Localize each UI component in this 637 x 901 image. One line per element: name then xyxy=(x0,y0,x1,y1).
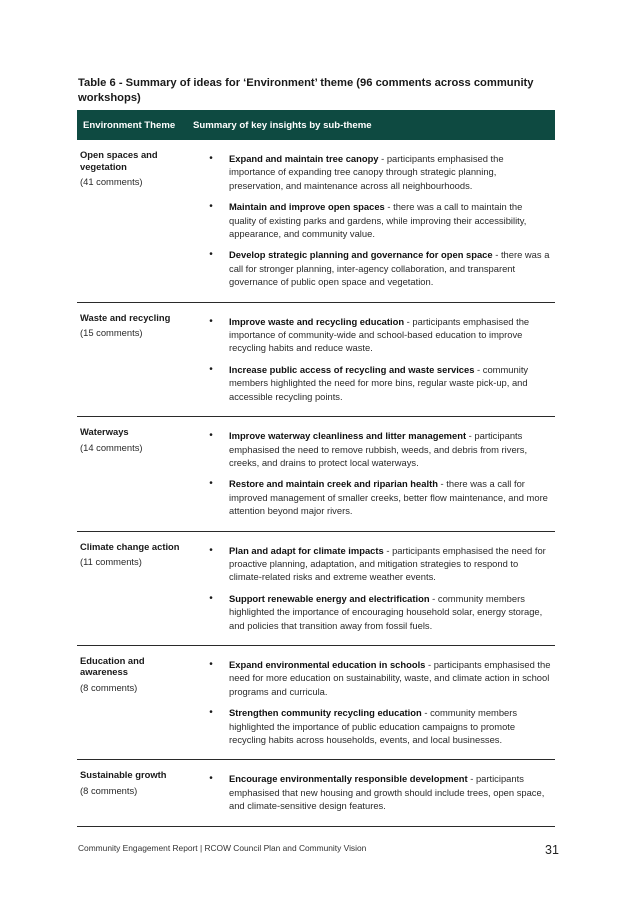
theme-name: Education and awareness xyxy=(80,654,145,678)
insight-item xyxy=(190,429,551,469)
insight-title: Restore and maintain creek and riparian health xyxy=(229,478,438,490)
bullet-icon: • xyxy=(209,201,213,213)
insight-title: Increase public access of recycling and waste services xyxy=(229,363,475,375)
insight-text xyxy=(228,363,551,403)
insight-item xyxy=(190,363,551,403)
table-row xyxy=(77,303,555,417)
bullet-icon: • xyxy=(209,544,213,556)
insight-text xyxy=(228,706,551,746)
bullet-icon: • xyxy=(209,592,213,604)
bullet-icon: • xyxy=(209,153,213,164)
theme-comment-count: (15 comments) xyxy=(80,327,143,339)
theme-comment-count: (14 comments) xyxy=(80,441,143,453)
insight-title: Develop strategic planning and governance for open space xyxy=(229,249,493,261)
insight-item xyxy=(190,477,551,517)
insights-cell xyxy=(190,760,555,825)
bullet-icon: • xyxy=(209,478,213,490)
insights-cell xyxy=(190,140,555,302)
insight-text xyxy=(228,152,551,192)
header-summary: Summary of key insights by sub-theme xyxy=(193,119,372,131)
insight-description: - participants emphasised the need to remove rubbish, weeds, and debris from rivers, creeks, and drains to protect local waterways. xyxy=(229,430,528,468)
insights-cell xyxy=(190,303,555,416)
theme-name: Waste and recycling xyxy=(80,311,171,323)
table-caption: Table 6 - Summary of ideas for ‘Environment’ theme (96 comments across community workshops) xyxy=(78,77,534,104)
bullet-icon: • xyxy=(209,773,213,785)
insight-description: - there was a call to maintain the quality of existing parks and gardens, while improving their accessibility, appearance, and community value. xyxy=(229,201,527,240)
insights-cell xyxy=(190,417,555,530)
insight-item xyxy=(190,200,551,240)
insight-item xyxy=(190,706,551,746)
table-row xyxy=(77,760,555,826)
theme-name: Waterways xyxy=(80,426,129,438)
insight-text xyxy=(228,544,551,584)
insight-description: - participants emphasised the importance of community-wide and school-based education to improve recycling habits and reduce waste. xyxy=(229,315,530,354)
header-environment-theme: Environment Theme xyxy=(83,119,176,131)
insight-item xyxy=(190,658,551,698)
theme-cell xyxy=(77,532,190,645)
insight-title: Strengthen community recycling education xyxy=(229,707,422,719)
table-row xyxy=(77,140,555,303)
theme-name: Open spaces and vegetation xyxy=(80,149,158,172)
bullet-icon: • xyxy=(209,658,213,670)
insight-text xyxy=(228,772,551,812)
table-row xyxy=(77,646,555,760)
table-row xyxy=(77,417,555,531)
theme-comment-count: (11 comments) xyxy=(80,556,142,568)
insight-title: Plan and adapt for climate impacts xyxy=(229,544,384,556)
theme-cell xyxy=(77,140,190,302)
theme-comment-count: (41 comments) xyxy=(80,176,143,187)
table-header-row xyxy=(77,110,555,140)
insight-item xyxy=(190,248,551,288)
insight-item xyxy=(190,592,551,632)
insight-text xyxy=(228,658,551,698)
insight-text xyxy=(228,592,551,632)
table-row xyxy=(77,532,555,646)
insight-description: - community members highlighted the importance of public education campaigns to promote recycling habits across households, events, and local businesses. xyxy=(229,707,518,745)
insight-text xyxy=(228,200,551,240)
insight-title: Expand environmental education in schools xyxy=(229,658,426,670)
theme-comment-count: (8 comments) xyxy=(80,681,138,693)
environment-table xyxy=(77,110,555,827)
insight-text xyxy=(228,248,551,288)
insights-cell xyxy=(190,532,555,645)
theme-cell xyxy=(77,646,190,759)
insight-text xyxy=(228,429,551,469)
insight-description: - participants emphasised the need for more education on sustainability, waste, and climate action in school programs and curricula. xyxy=(229,658,551,697)
theme-cell xyxy=(77,760,190,825)
insight-item xyxy=(190,315,551,355)
theme-name: Sustainable growth xyxy=(80,769,167,781)
insight-text xyxy=(228,477,551,517)
insight-title: Expand and maintain tree canopy xyxy=(229,153,379,164)
insight-title: Maintain and improve open spaces xyxy=(229,201,385,213)
insight-item xyxy=(190,544,551,584)
bullet-icon: • xyxy=(209,315,213,327)
insight-title: Improve waste and recycling education xyxy=(229,315,405,327)
page-number: 31 xyxy=(545,843,559,857)
insight-description: - there was a call for improved management of smaller creeks, better flow maintenance, and more attention beyond major rivers. xyxy=(229,478,548,517)
insight-item xyxy=(190,152,551,192)
insight-description: - there was a call for stronger planning, inter-agency collaboration, and transparent governance of public open space and vegetation. xyxy=(229,249,550,288)
insight-item xyxy=(190,772,551,812)
insight-description: - community members highlighted the importance of encouraging household solar, energy storage, and policies that transition away from fossil fuels. xyxy=(229,592,543,631)
insight-title: Support renewable energy and electrification xyxy=(229,592,430,604)
insight-description: - community members highlighted the need for more bins, regular waste pick-up, and accessible recycling points. xyxy=(229,363,529,402)
theme-cell xyxy=(77,417,190,530)
theme-cell xyxy=(77,303,190,416)
insight-description: - participants emphasised the need for proactive planning, adaptation, and mitigation strategies to respond to climate-related risks and extreme weather events. xyxy=(229,544,546,583)
insight-description: - participants emphasised the importance of expanding tree canopy through strategic planning, preservation, and maintenance across all neighbourhoods. xyxy=(229,153,504,191)
footer-text: Community Engagement Report | RCOW Council Plan and Community Vision xyxy=(78,843,367,853)
bullet-icon: • xyxy=(209,249,213,261)
bullet-icon: • xyxy=(209,707,213,719)
insight-title: Encourage environmentally responsible development xyxy=(229,773,468,785)
insight-text xyxy=(228,315,551,355)
bullet-icon: • xyxy=(209,430,213,442)
insights-cell xyxy=(190,646,555,759)
insight-description: - participants emphasised that new housing and growth should include trees, open space, and climate-sensitive design features. xyxy=(229,773,545,812)
insight-title: Improve waterway cleanliness and litter management xyxy=(229,430,467,442)
table-body xyxy=(77,140,555,827)
theme-comment-count: (8 comments) xyxy=(80,784,138,796)
bullet-icon: • xyxy=(209,363,213,375)
theme-name: Climate change action xyxy=(80,540,180,552)
